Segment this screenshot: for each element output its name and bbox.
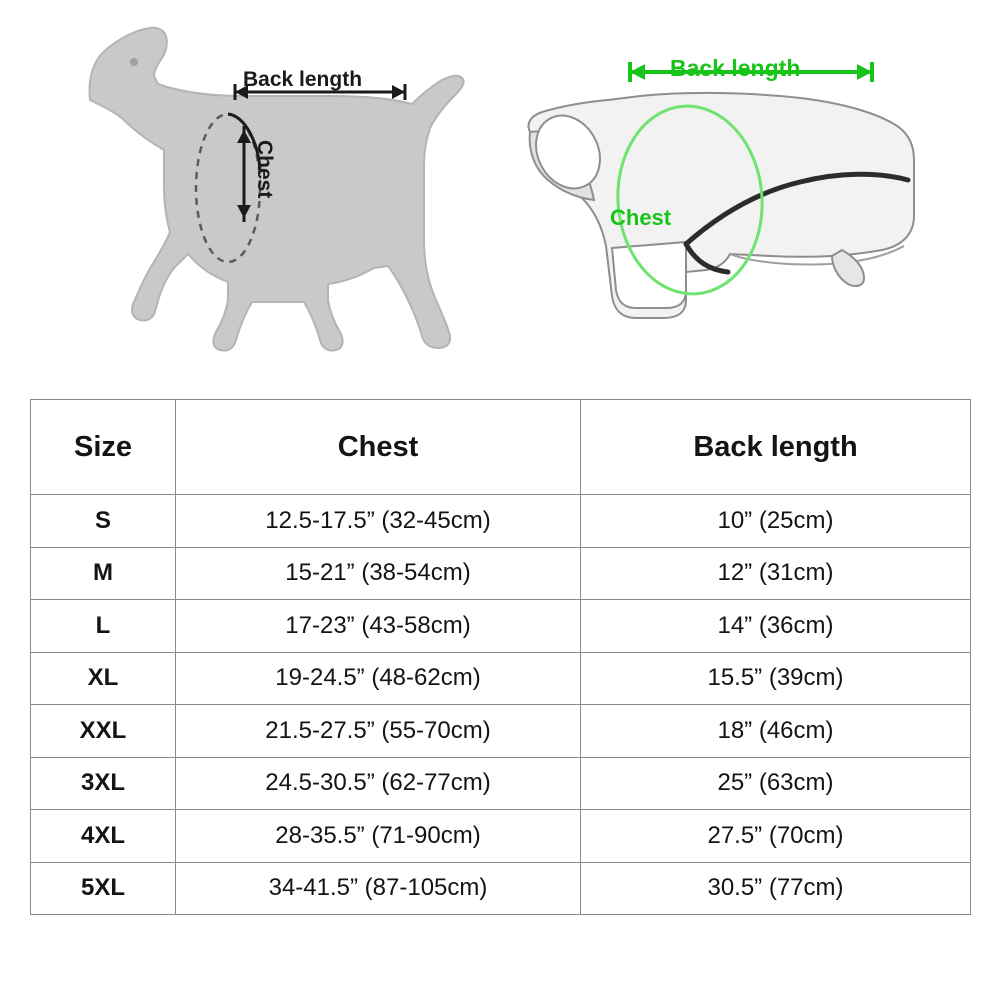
back-length-label-right: Back length: [670, 55, 801, 81]
cell-size: S: [31, 495, 176, 548]
dog-coat-diagram: [490, 0, 990, 392]
table-row: [31, 810, 971, 863]
cell-size: L: [31, 600, 176, 653]
cell-size: XL: [31, 652, 176, 705]
header-back-length: Back length: [581, 400, 971, 495]
cell-size: M: [31, 547, 176, 600]
header-size: Size: [31, 400, 176, 495]
cell-chest: 24.5-30.5” (62-77cm): [176, 757, 581, 810]
table-row: [31, 600, 971, 653]
cell-size: 4XL: [31, 810, 176, 863]
table-row: [31, 495, 971, 548]
header-chest: Chest: [176, 400, 581, 495]
cell-chest: 21.5-27.5” (55-70cm): [176, 705, 581, 758]
illustration-area: [0, 0, 1000, 392]
chest-label-left: Chest: [253, 140, 276, 199]
back-length-label-left: Back length: [243, 68, 363, 91]
cell-chest: 28-35.5” (71-90cm): [176, 810, 581, 863]
cell-back-length: 30.5” (77cm): [581, 862, 971, 915]
cell-chest: 15-21” (38-54cm): [176, 547, 581, 600]
cell-back-length: 27.5” (70cm): [581, 810, 971, 863]
chest-label-right: Chest: [610, 205, 672, 230]
table-row: [31, 547, 971, 600]
cell-back-length: 18” (46cm): [581, 705, 971, 758]
cell-chest: 17-23” (43-58cm): [176, 600, 581, 653]
table-header: [31, 400, 971, 495]
footer-watermark: [30, 888, 970, 928]
cell-size: XXL: [31, 705, 176, 758]
cell-chest: 34-41.5” (87-105cm): [176, 862, 581, 915]
dog-side-view-diagram: [30, 0, 500, 392]
table-header-row: [31, 400, 971, 495]
cell-back-length: 12” (31cm): [581, 547, 971, 600]
cell-back-length: 25” (63cm): [581, 757, 971, 810]
table-body: [31, 495, 971, 915]
table-row: [31, 652, 971, 705]
table-row: [31, 705, 971, 758]
table-row: [31, 757, 971, 810]
cell-chest: 19-24.5” (48-62cm): [176, 652, 581, 705]
size-table-container: [30, 399, 970, 915]
cell-size: 3XL: [31, 757, 176, 810]
cell-chest: 12.5-17.5” (32-45cm): [176, 495, 581, 548]
cell-size: 5XL: [31, 862, 176, 915]
size-table: [30, 399, 971, 915]
cell-back-length: 14” (36cm): [581, 600, 971, 653]
cell-back-length: 15.5” (39cm): [581, 652, 971, 705]
cell-back-length: 10” (25cm): [581, 495, 971, 548]
